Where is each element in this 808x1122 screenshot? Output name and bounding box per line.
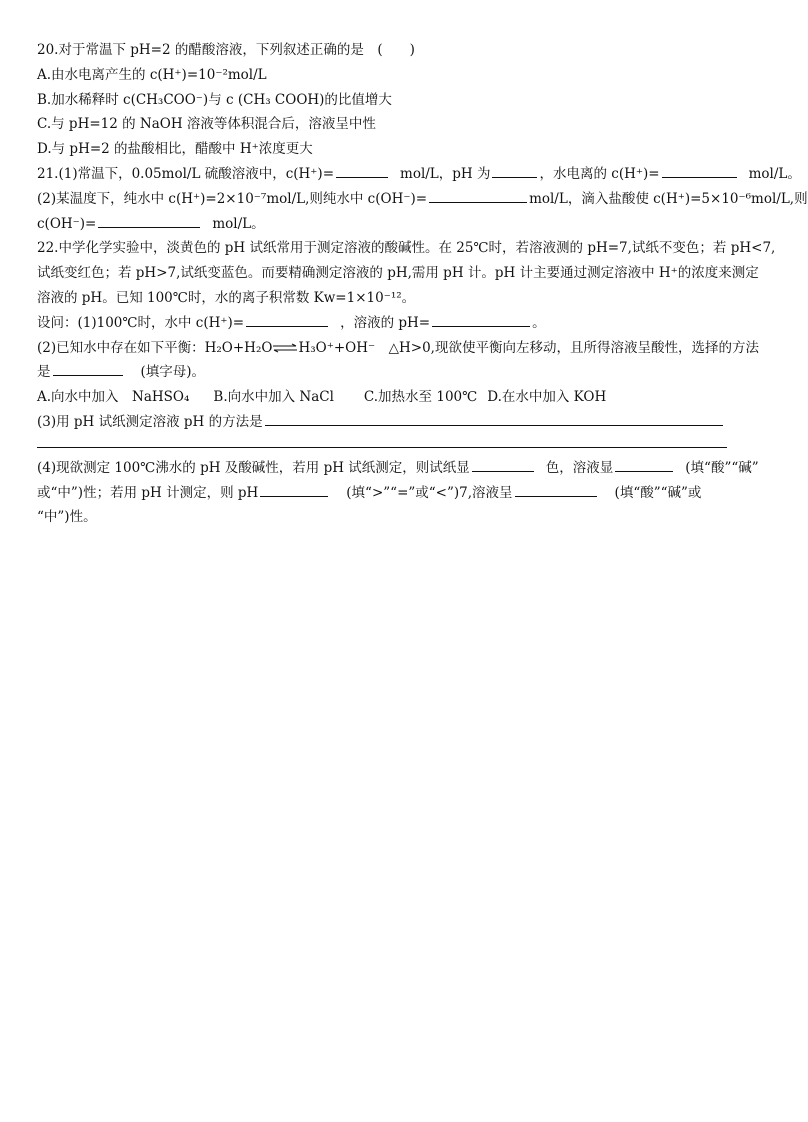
- q22-intro-1-text: 22.中学化学实验中，淡黄色的 pH 试纸常用于测定溶液的酸碱性。在 25℃时，若溶液测的 pH=7,试纸不变色；若 pH<7,: [37, 240, 776, 257]
- q22-part6: [37, 505, 759, 530]
- q22-part4-text-c: (填“酸”“碱”: [685, 459, 759, 476]
- q22-blank-method[interactable]: [53, 360, 123, 376]
- q20-option-c-text: C.与 pH=12 的 NaOH 溶液等体积混合后，溶液呈中性: [37, 116, 376, 133]
- worksheet-page: [37, 38, 808, 530]
- q22-options: [37, 385, 759, 410]
- q22-part3: [37, 410, 759, 435]
- q21-blank-water-h[interactable]: [662, 162, 737, 178]
- q21-part2: [37, 187, 808, 212]
- q21-part1-text-b: mol/L，pH 为: [400, 165, 491, 182]
- q20-option-a: [37, 63, 759, 88]
- q21-part3-text-a: c(OH⁻)=: [37, 215, 97, 232]
- q21-part1: [37, 162, 801, 187]
- q20-option-d-text: D.与 pH=2 的盐酸相比，醋酸中 H⁺浓度更大: [37, 141, 313, 158]
- q22-part4-text-b: 色，溶液显: [545, 459, 614, 476]
- q22-part1: [37, 311, 759, 336]
- q22-part2-text-d: (填字母)。: [140, 364, 206, 381]
- q22-part1-text-b: ，溶液的 pH=: [340, 314, 431, 331]
- q22-blank-h-100c[interactable]: [246, 311, 328, 327]
- q21-part3-text-b: mol/L。: [212, 215, 265, 232]
- equilibrium-arrow-icon: [272, 344, 298, 352]
- q21-part2-text-b: mol/L，滴入盐酸使 c(H⁺)=5×10⁻⁶mol/L,则: [529, 190, 808, 207]
- q22-option-c: C.加热水至 100℃: [363, 389, 478, 406]
- q20-option-a-text: A.由水电离产生的 c(H⁺)=10⁻²mol/L: [37, 66, 267, 83]
- q22-option-b: B.向水中加入 NaCl: [213, 389, 334, 406]
- q21-blank-oh-acid[interactable]: [98, 212, 200, 228]
- q22-intro-2-text: 试纸变红色；若 pH>7,试纸变蓝色。而要精确测定溶液的 pH,需用 pH 计。pH 计主要通过测定溶液中 H⁺的浓度来测定: [37, 265, 759, 282]
- q22-part2: [37, 336, 759, 361]
- q22-option-d: D.在水中加入 KOH: [487, 389, 607, 406]
- q22-blank-solution-nature-2[interactable]: [515, 481, 597, 497]
- q22-intro-3-text: 溶液的 pH。已知 100℃时，水的离子积常数 Kw=1×10⁻¹²。: [37, 289, 416, 306]
- q22-blank-ph-compare[interactable]: [260, 481, 328, 497]
- q20-stem: [37, 38, 759, 63]
- q22-blank-solution-nature[interactable]: [615, 456, 673, 472]
- q21-blank-ph[interactable]: [492, 162, 537, 178]
- q21-part1-text-d: mol/L。: [748, 165, 801, 182]
- q22-intro-3: [37, 286, 759, 311]
- q22-intro-2: [37, 261, 759, 286]
- q21-part1-text-c: ，水电离的 c(H⁺)=: [539, 165, 660, 182]
- q21-blank-oh-pure[interactable]: [429, 187, 527, 203]
- q22-blank-method-description[interactable]: [265, 410, 723, 426]
- q20-option-d: [37, 137, 759, 162]
- q22-part4-text-a: (4)现欲测定 100℃沸水的 pH 及酸碱性，若用 pH 试纸测定，则试纸显: [37, 459, 470, 476]
- q22-part2-text-c: 是: [37, 364, 51, 381]
- q22-part3-text: (3)用 pH 试纸测定溶液 pH 的方法是: [37, 413, 263, 430]
- q20-option-b: [37, 88, 759, 113]
- q21-blank-h-concentration[interactable]: [336, 162, 388, 178]
- q22-part5-text-b: (填“>”“=”或“<”)7,溶液呈: [346, 484, 513, 501]
- q22-part1-text-c: 。: [532, 314, 546, 331]
- q22-part6-text: “中”)性。: [37, 509, 97, 526]
- q20-option-c: [37, 112, 759, 137]
- q22-blank-paper-color[interactable]: [472, 456, 534, 472]
- q22-part1-text-a: 设问：(1)100℃时，水中 c(H⁺)=: [37, 314, 245, 331]
- q21-part1-text-a: 21.(1)常温下，0.05mol/L 硫酸溶液中，c(H⁺)=: [37, 165, 335, 182]
- q20-stem-text: 20.对于常温下 pH=2 的醋酸溶液，下列叙述正确的是 ( ): [37, 42, 415, 58]
- q22-blank-ph-100c[interactable]: [432, 311, 530, 327]
- q22-option-a: A.向水中加入 NaHSO₄: [37, 389, 190, 406]
- q21-part3: [37, 212, 759, 237]
- q22-part5: [37, 481, 759, 506]
- q22-part3-answer-line[interactable]: [37, 435, 727, 448]
- q22-part5-text-a: 或“中”)性；若用 pH 计测定，则 pH: [37, 484, 259, 501]
- q22-part4: [37, 456, 759, 481]
- q22-part2-text-b: H₃O⁺+OH⁻ △H>0,现欲使平衡向左移动，且所得溶液呈酸性，选择的方法: [298, 339, 759, 356]
- q21-part2-text-a: (2)某温度下，纯水中 c(H⁺)=2×10⁻⁷mol/L,则纯水中 c(OH⁻)=: [37, 190, 428, 207]
- q22-intro-1: [37, 236, 776, 261]
- q22-part2-text-a: (2)已知水中存在如下平衡：H₂O+H₂O: [37, 339, 273, 356]
- q22-part2-answer: [37, 360, 759, 385]
- q22-part5-text-c: (填“酸”“碱”或: [614, 484, 702, 501]
- q20-option-b-text: B.加水稀释时 c(CH₃COO⁻)与 c (CH₃ COOH)的比值增大: [37, 91, 392, 108]
